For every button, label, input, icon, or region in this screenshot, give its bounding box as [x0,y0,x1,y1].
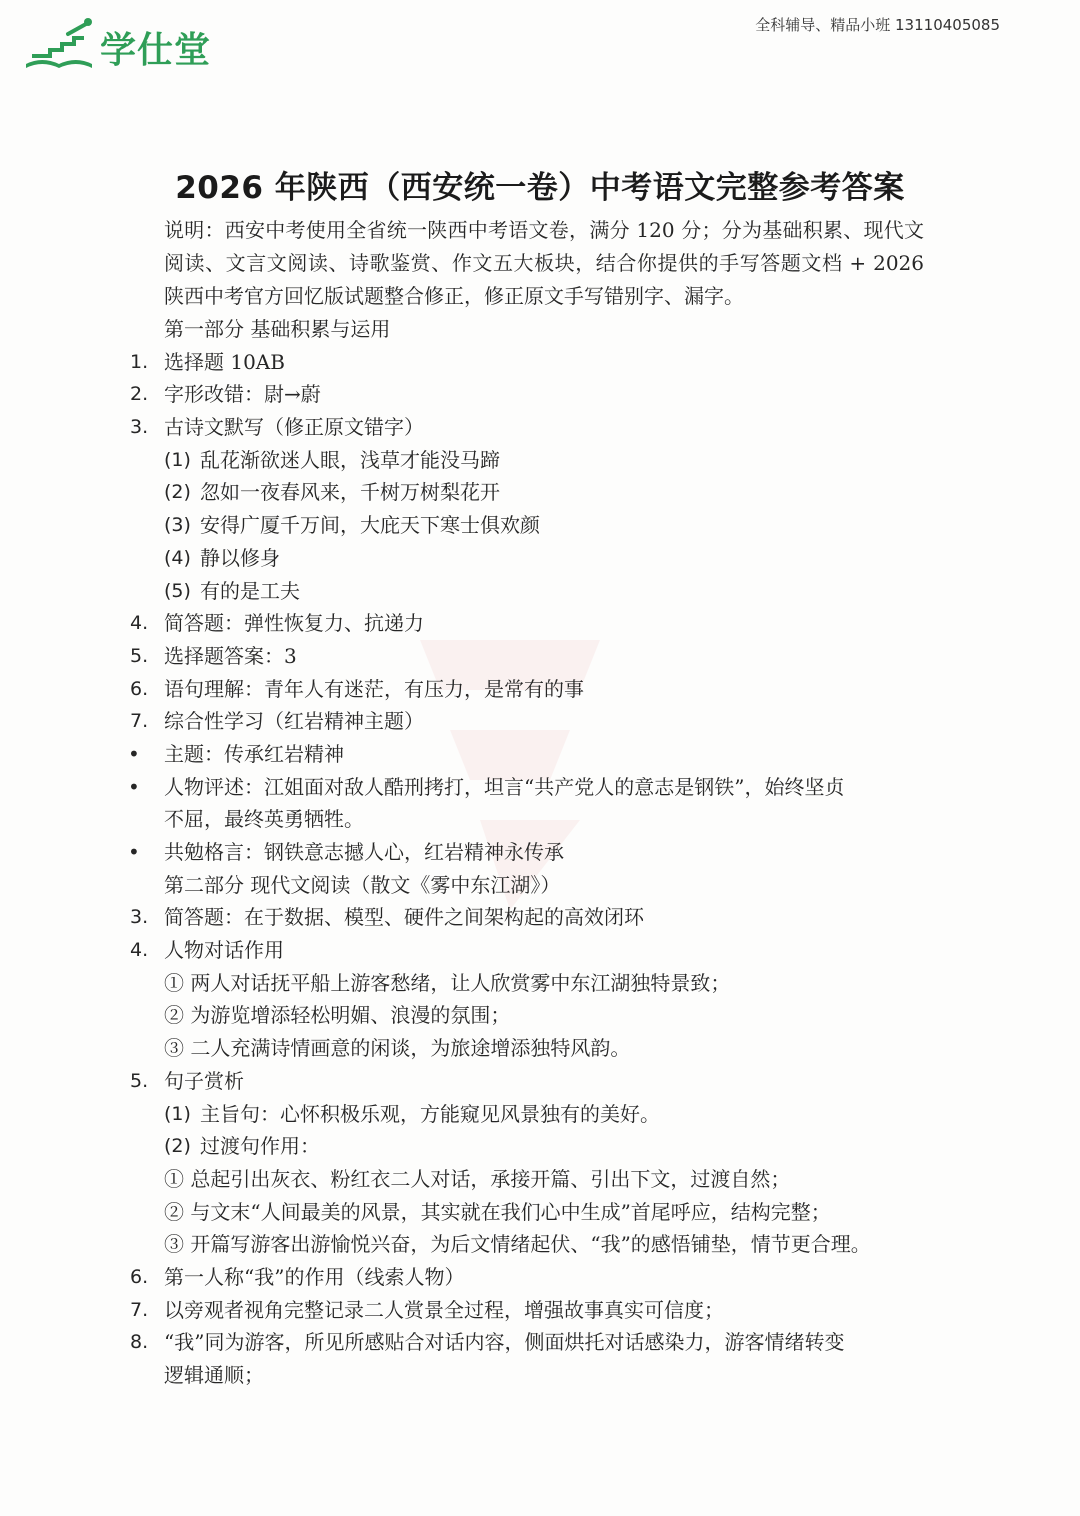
answer-line [0,476,1080,509]
answer-line [0,640,1080,673]
answer-line [0,901,1080,934]
answer-line [0,411,1080,444]
answer-line [0,803,1080,836]
answer-line [0,738,1080,771]
answer-line [0,542,1080,575]
answer-line [0,1294,1080,1327]
bullet-marker: • [128,840,140,864]
answer-text: “我”同为游客，所见所感贴合对话内容，侧面烘托对话感染力，游客情绪转变 [164,1330,845,1355]
item-number: 4. [130,939,149,962]
answer-text: 古诗文默写（修正原文错字） [164,415,424,440]
answer-line [0,575,1080,608]
answer-text: 句子赏析 [164,1068,244,1093]
answer-text: 以旁观者视角完整记录二人赏景全过程，增强故事真实可信度； [164,1297,724,1322]
answer-text: 选择题 10AB [164,349,285,374]
answer-text: 第一人称“我”的作用（线索人物） [164,1264,465,1289]
item-number: (3) [164,514,191,537]
answer-line [0,509,1080,542]
answer-text: 乱花渐欲迷人眼，浅草才能没马蹄 [200,447,500,472]
answer-line [0,1196,1080,1229]
logo-text: 学仕堂 [100,30,212,71]
item-number: 1. [130,350,149,373]
item-number: 2. [130,383,149,406]
page-header [0,0,1080,90]
answer-text: 第二部分 现代文阅读（散文《雾中东江湖》） [164,872,561,897]
answer-line [0,1098,1080,1131]
contact-info: 全科辅导、精品小班 13110405085 [755,16,1000,34]
answer-text: ③ 二人充满诗情画意的闲谈，为旅途增添独特风韵。 [164,1036,631,1061]
answer-line [0,705,1080,738]
answer-text: ③ 开篇写游客出游愉悦兴奋，为后文情绪起伏、“我”的感悟铺垫，情节更合理。 [164,1232,871,1257]
answer-list [0,313,1080,1392]
answer-text: 共勉格言：钢铁意志撼人心，红岩精神永传承 [164,840,564,864]
answer-line [0,869,1080,902]
item-number: 5. [130,1069,149,1092]
answer-text: 人物评述：江姐面对敌人酷刑拷打，坦言“共产党人的意志是钢铁”，始终坚贞 [164,774,845,799]
item-number: 7. [130,710,149,733]
answer-text: 不屈，最终英勇牺牲。 [164,807,364,832]
bullet-marker: • [128,774,140,799]
answer-text: 逻辑通顺； [164,1363,264,1387]
item-number: (2) [164,481,191,504]
answer-text: 第一部分 基础积累与运用 [164,317,391,341]
answer-line [0,1130,1080,1163]
item-number: (2) [164,1135,191,1158]
answer-line [0,1163,1080,1196]
answer-line [0,967,1080,1000]
bullet-marker: • [128,741,140,766]
answer-text: 忽如一夜春风来，千树万树梨花开 [200,480,500,505]
answer-text: 字形改错：尉→蔚 [164,382,321,407]
item-number: (4) [164,546,191,569]
answer-line [0,1359,1080,1392]
answer-line [0,1261,1080,1294]
answer-text: 选择题答案：3 [164,643,297,668]
answer-text: 简答题：弹性恢复力、抗递力 [164,611,424,636]
answer-line [0,836,1080,869]
description-paragraph: 说明：西安中考使用全省统一陕西中考语文卷，满分 120 分；分为基础积累、现代文阅读、文言文阅读、诗歌鉴赏、作文五大板块，结合你提供的手写答题文档 + 2026 陕西中考官方回忆版试题整合修正，修正原文手写错别字、漏字。 [164,218,924,308]
answer-line [0,444,1080,477]
answer-text: ① 总起引出灰衣、粉红衣二人对话，承接开篇、引出下文，过渡自然； [164,1166,791,1191]
answer-line [0,607,1080,640]
document-title: 2026 年陕西（西安统一卷）中考语文完整参考答案 [175,170,905,206]
item-number: 7. [130,1298,149,1321]
answer-text: 主旨句：心怀积极乐观，方能窥见风景独有的美好。 [200,1101,660,1126]
answer-text: 安得广厦千万间，大庇天下寒士俱欢颜 [200,513,540,538]
answer-text: 主题：传承红岩精神 [164,741,344,766]
item-number: 6. [130,1265,149,1288]
item-number: (1) [164,1102,191,1125]
answer-text: 综合性学习（红岩精神主题） [164,709,424,734]
answer-text: 有的是工夫 [200,578,300,603]
item-number: 3. [130,906,149,929]
answer-text: ① 两人对话抚平船上游客愁绪，让人欣赏雾中东江湖独特景致； [164,970,731,995]
answer-line [0,1065,1080,1098]
answer-line [0,346,1080,379]
answer-line [0,313,1080,346]
answer-text: 过渡句作用： [200,1134,320,1159]
answer-line [0,999,1080,1032]
answer-text: 人物对话作用 [164,938,284,963]
open-book-stairs-icon [22,14,96,74]
item-number: 4. [130,612,149,635]
item-number: (5) [164,579,191,602]
item-number: 8. [130,1331,149,1354]
answer-text: ② 与文末“人间最美的风景，其实就在我们心中生成”首尾呼应，结构完整； [164,1199,831,1224]
answer-text: 简答题：在于数据、模型、硬件之间架构起的高效闭环 [164,905,644,930]
answer-line [0,673,1080,706]
answer-line [0,934,1080,967]
answer-line [0,1326,1080,1359]
answer-line [0,1228,1080,1261]
answer-text: 语句理解：青年人有迷茫，有压力，是常有的事 [164,676,584,701]
answer-line [0,771,1080,804]
item-number: (1) [164,448,191,471]
answer-line [0,1032,1080,1065]
item-number: 3. [130,416,149,439]
answer-line [0,378,1080,411]
item-number: 5. [130,644,149,667]
item-number: 6. [130,677,149,700]
answer-text: 静以修身 [200,545,280,570]
answer-text: ② 为游览增添轻松明媚、浪漫的氛围； [164,1003,511,1028]
